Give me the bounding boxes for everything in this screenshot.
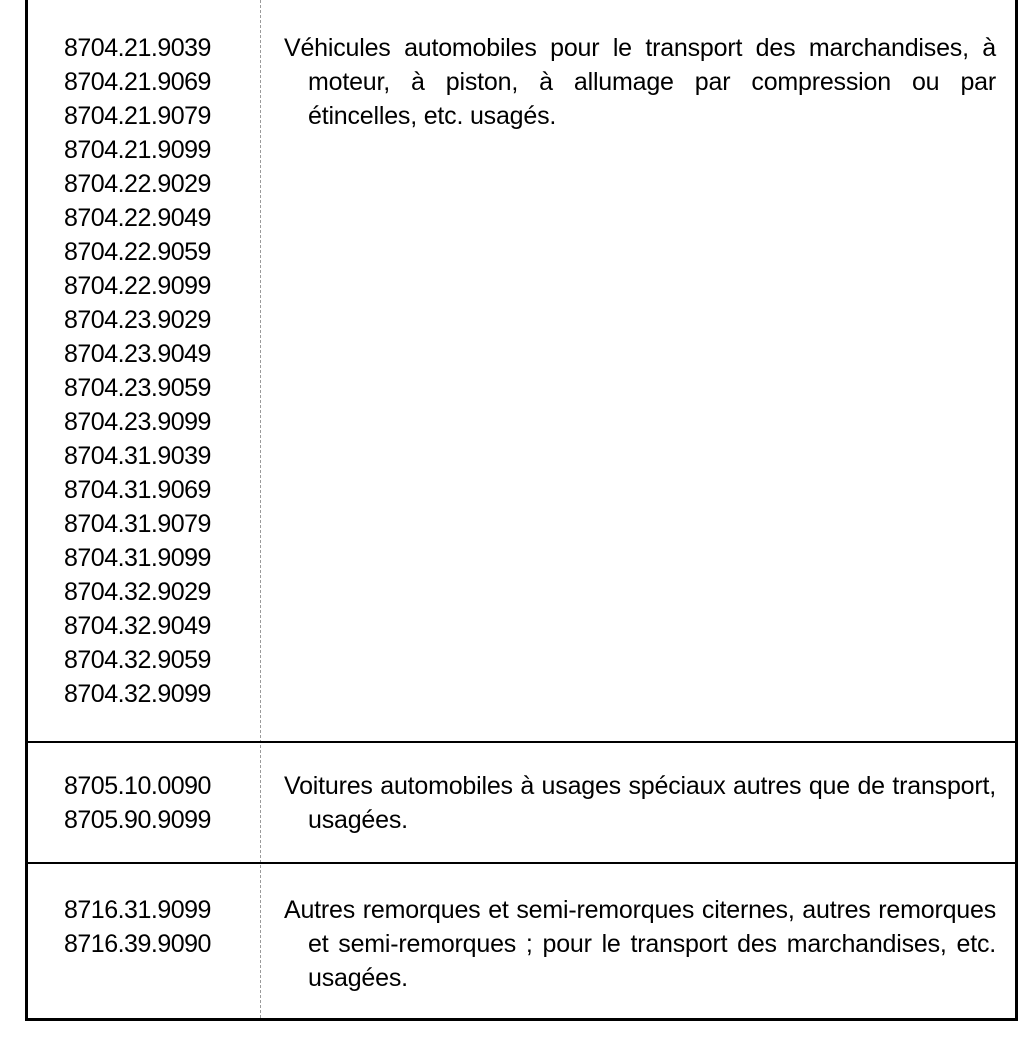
code-list xyxy=(64,31,254,711)
tariff-code: 8704.22.9099 xyxy=(64,272,211,300)
table-row xyxy=(28,0,1015,741)
tariff-code: 8704.22.9059 xyxy=(64,238,211,266)
tariff-table xyxy=(25,0,1018,1021)
tariff-code: 8704.32.9029 xyxy=(64,578,211,606)
tariff-code: 8704.21.9039 xyxy=(64,34,211,62)
tariff-code: 8704.21.9099 xyxy=(64,136,211,164)
tariff-code: 8704.23.9049 xyxy=(64,340,211,368)
table-row xyxy=(28,743,1015,862)
goods-description: Voitures automobiles à usages spéciaux autres que de transport, usagées. xyxy=(284,772,996,834)
tariff-code: 8704.21.9069 xyxy=(64,68,211,96)
code-list xyxy=(64,893,254,961)
tariff-code: 8704.21.9079 xyxy=(64,102,211,130)
tariff-code: 8704.32.9099 xyxy=(64,680,211,708)
tariff-code: 8704.23.9029 xyxy=(64,306,211,334)
tariff-code: 8704.31.9039 xyxy=(64,442,211,470)
goods-description: Autres remorques et semi-remorques citernes, autres remorques et semi-remorques ; pour le transport des marchandises, etc. usagées. xyxy=(284,896,996,992)
tariff-code: 8716.31.9099 xyxy=(64,896,211,924)
tariff-code: 8704.32.9049 xyxy=(64,612,211,640)
tariff-code: 8704.22.9029 xyxy=(64,170,211,198)
tariff-code: 8704.32.9059 xyxy=(64,646,211,674)
tariff-code: 8704.22.9049 xyxy=(64,204,211,232)
table-row xyxy=(28,864,1015,1018)
goods-description: Véhicules automobiles pour le transport des marchandises, à moteur, à piston, à allumage par compression ou par étincelles, etc. usagés. xyxy=(284,34,996,130)
tariff-code: 8704.31.9069 xyxy=(64,476,211,504)
tariff-code: 8704.31.9079 xyxy=(64,510,211,538)
tariff-code: 8716.39.9090 xyxy=(64,930,211,958)
tariff-code: 8704.31.9099 xyxy=(64,544,211,572)
tariff-code: 8705.10.0090 xyxy=(64,772,211,800)
tariff-code: 8704.23.9059 xyxy=(64,374,211,402)
tariff-code: 8705.90.9099 xyxy=(64,806,211,834)
code-list xyxy=(64,769,254,837)
tariff-code: 8704.23.9099 xyxy=(64,408,211,436)
